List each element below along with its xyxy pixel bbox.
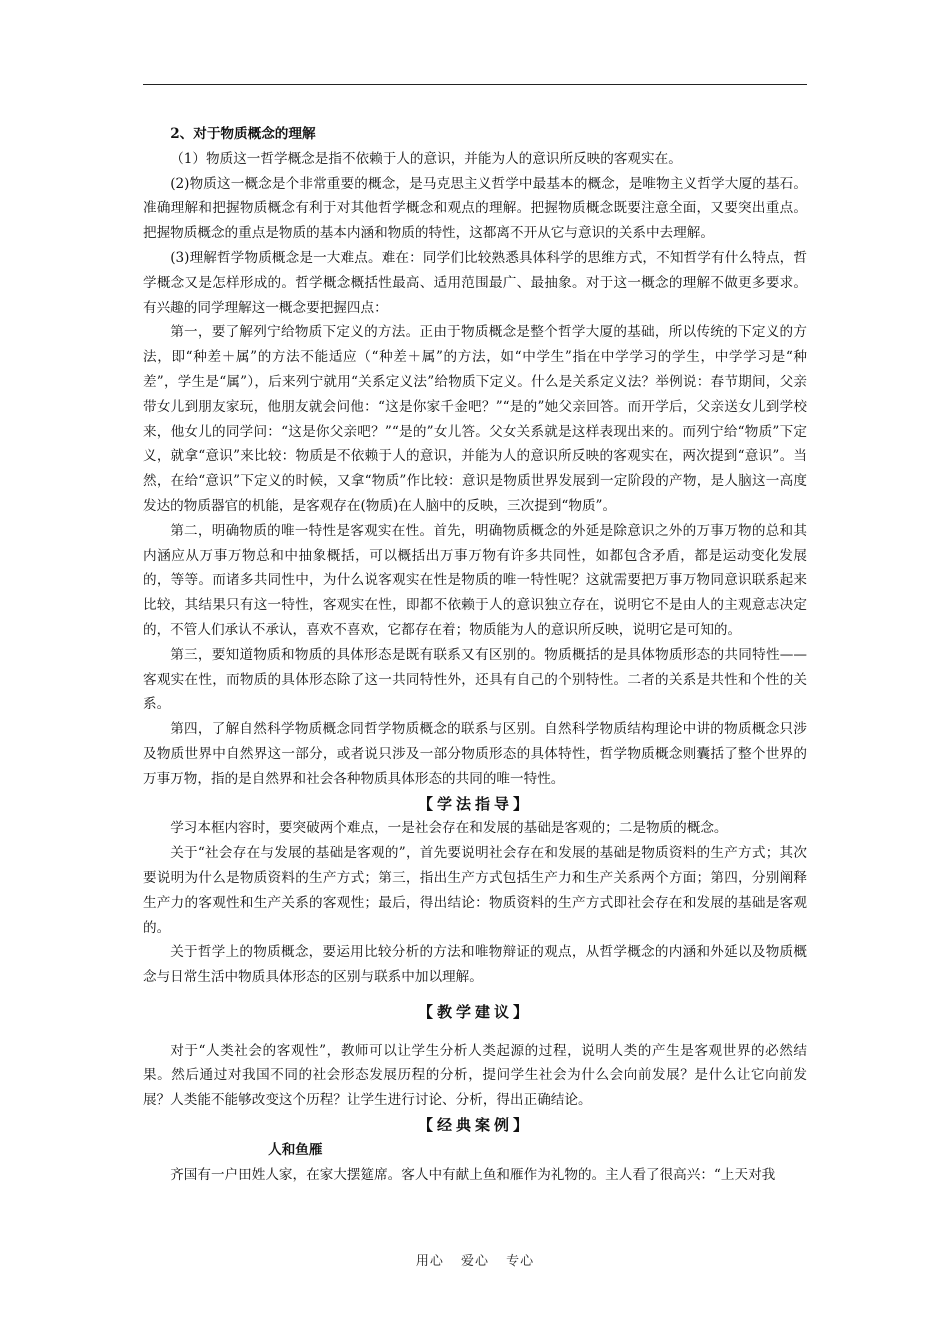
footer-word: 专心 <box>506 1254 535 1269</box>
paragraph: 关于哲学上的物质概念，要运用比较分析的方法和唯物辩证的观点，从哲学概念的内涵和外延以及物质概念与日常生活中物质具体形态的区别与联系中加以理解。 <box>143 944 807 986</box>
header-rule <box>143 84 807 85</box>
footer-word: 用心 <box>415 1254 444 1269</box>
paragraph: 第四，了解自然科学物质概念同哲学物质概念的联系与区别。自然科学物质结构理论中讲的物质概念只涉及物质世界中自然界这一部分，或者说只涉及一部分物质形态的具体特性，哲学物质概念则囊括了整个世界的万事万物，指的是自然界和社会各种物质具体形态的共同的唯一特性。 <box>143 721 807 787</box>
paragraph: 对于“人类社会的客观性”，教师可以让学生分析人类起源的过程，说明人类的产生是客观世界的必然结果。然后通过对我国不同的社会形态发展历程的分析，提问学生社会为什么会向前发展？是什么让它向前发展？人类能不能够改变这个历程？让学生进行讨论、分析，得出正确结论。 <box>143 1042 807 1109</box>
paragraph: （1）物质这一哲学概念是指不依赖于人的意识，并能为人的意识所反映的客观实在。 <box>170 150 682 167</box>
paragraph: 齐国有一户田姓人家，在家大摆筵席。客人中有献上鱼和雁作为礼物的。主人看了很高兴：“上天对我 <box>170 1166 776 1183</box>
paragraph: 学习本框内容时，要突破两个难点，一是社会存在和发展的基础是客观的；二是物质的概念。 <box>170 820 728 837</box>
paragraph: 第三，要知道物质和物质的具体形态是既有联系又有区别的。物质概括的是具体物质形态的共同特性——客观实在性，而物质的具体形态除了这一共同特性外，还具有自己的个别特性。二者的关系是共性和个性的关系。 <box>143 646 807 713</box>
section-heading-teaching: 【教学建议】 <box>417 1002 532 1021</box>
paragraph: 关于“社会存在与发展的基础是客观的”，首先要说明社会存在和发展的基础是物质资料的生产方式；其次要说明为什么是物质资料的生产方式；第三，指出生产方式包括生产力和生产关系两个方面；第四，分别阐释生产力的客观性和生产关系的客观性；最后，得出结论：物质资料的生产方式即社会存在和发展的基础是客观的。 <box>143 845 807 936</box>
section-heading-case: 【经典案例】 <box>417 1116 532 1135</box>
paragraph: 第二，明确物质的唯一特性是客观实在性。首先，明确物质概念的外延是除意识之外的万事万物的总和其内涵应从万事万物总和中抽象概括，可以概括出万事万物有许多共同性，如都包含矛盾，都是运动变化发展的，等等。而诸多共同性中，为什么说客观实在性是物质的唯一特性呢？这就需要把万事万物同意识联系起来比较，其结果只有这一特性，客观实在性，即都不依赖于人的意识独立存在，说明它不是由人的主观意志决定的，不管人们承认不承认，喜欢不喜欢，它都存在着；物质能为人的意识所反映，说明它是可知的。 <box>143 522 807 638</box>
section-heading-study: 【学法指导】 <box>417 794 532 813</box>
document-body <box>143 122 807 1187</box>
page-footer <box>0 1250 950 1269</box>
paragraph: (3)理解哲学物质概念是一大难点。难在：同学们比较熟悉具体科学的思维方式，不知哲学有什么特点，哲学概念又是怎样形成的。哲学概念概括性最高、适用范围最广、最抽象。对于这一概念的理解不做更多要求。有兴趣的同学理解这一概念要把握四点： <box>143 249 807 316</box>
case-title: 人和鱼雁 <box>268 1141 323 1158</box>
section-heading-materials: 2、对于物质概念的理解 <box>170 126 316 142</box>
paragraph: (2)物质这一概念是个非常重要的概念，是马克思主义哲学中最基本的概念，是唯物主义哲学大厦的基石。准确理解和把握物质概念有利于对其他哲学概念和观点的理解。把握物质概念既要注意全面，又要突出重点。把握物质概念的重点是物质的基本内涵和物质的特性，这都离不开从它与意识的关系中去理解。 <box>143 175 807 242</box>
footer-word: 爱心 <box>460 1254 489 1269</box>
paragraph: 第一，要了解列宁给物质下定义的方法。正由于物质概念是整个哲学大厦的基础，所以传统的下定义的方法，即“种差＋属”的方法不能适应（“种差＋属”的方法，如“中学生”指在中学学习的学生，中学学习是“种差”，学生是“属”），后来列宁就用“关系定义法”给物质下定义。什么是关系定义法？举例说：春节期间，父亲带女儿到朋友家玩，他朋友就会问他：“这是你家千金吧？”“是的”她父亲回答。而开学后，父亲送女儿到学校来，他女儿的同学问：“这是你父亲吧？”“是的”女儿答。父女关系就是这样表现出来的。而列宁给“物质”下定义，就拿“意识”来比较：物质是不依赖于人的意识，并能为人的意识所反映的客观实在，两次提到“意识”。当然，在给“意识”下定义的时候，又拿“物质”作比较：意识是物质世界发展到一定阶段的产物，是人脑这一高度发达的物质器官的机能，是客观存在(物质)在人脑中的反映，三次提到“物质”。 <box>143 324 807 514</box>
